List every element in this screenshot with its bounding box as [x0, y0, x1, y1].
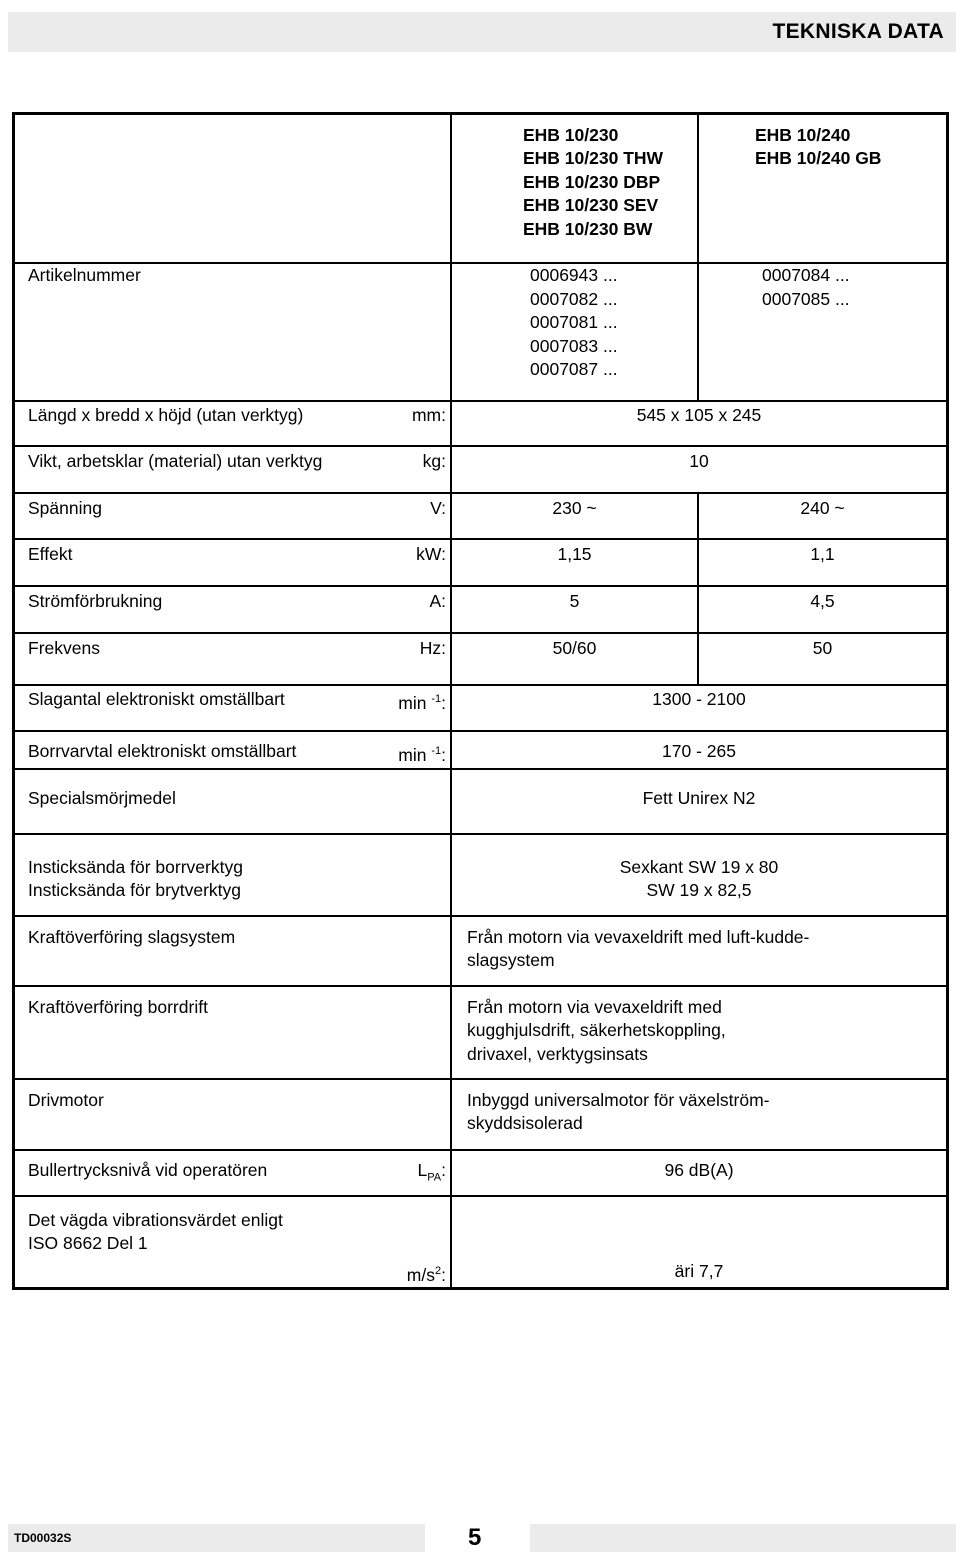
page-title: TEKNISKA DATA	[772, 20, 944, 43]
article-number: 0007082 ...	[530, 289, 618, 309]
row-label-vibration: ISO 8662 Del 1	[28, 1233, 148, 1253]
row-label-shank-drill: Insticksända för borrverktyg	[28, 857, 243, 877]
divider	[15, 833, 946, 835]
row-label-dimensions: Längd x bredd x höjd (utan verktyg)	[28, 405, 304, 425]
value-shank-break: SW 19 x 82,5	[646, 880, 752, 900]
value-transmission-drill: Från motorn via vevaxeldrift med	[467, 997, 722, 1017]
unit-a: A:	[429, 591, 446, 611]
divider	[15, 400, 946, 402]
divider	[15, 1078, 946, 1080]
divider	[15, 492, 946, 494]
article-number: 0006943 ...	[530, 265, 618, 285]
divider	[15, 730, 946, 732]
divider	[15, 915, 946, 917]
value-power-240: 1,1	[810, 544, 835, 564]
value-current-230: 5	[569, 591, 580, 611]
row-label-voltage: Spänning	[28, 498, 102, 518]
value-voltage-240: 240 ~	[800, 498, 845, 518]
value-noise: 96 dB(A)	[664, 1160, 734, 1180]
header-bar	[8, 12, 956, 52]
model-name: EHB 10/230 DBP	[523, 172, 661, 192]
model-name: EHB 10/230	[523, 125, 619, 145]
unit-lpa: $L_{PA}$:	[417, 1160, 446, 1184]
value-impact-rate: 1300 - 2100	[652, 689, 746, 709]
unit-hz: Hz:	[419, 638, 446, 658]
divider	[15, 538, 946, 540]
divider	[15, 1195, 946, 1197]
row-label-current: Strömförbrukning	[28, 591, 163, 611]
divider	[15, 985, 946, 987]
divider	[15, 585, 946, 587]
unit-kg: kg:	[422, 451, 446, 471]
value-vibration: äri 7,7	[674, 1261, 724, 1281]
divider	[15, 632, 946, 634]
row-label-shank-break: Insticksända för brytverktyg	[28, 880, 241, 900]
article-number: 0007084 ...	[762, 265, 850, 285]
divider	[697, 115, 699, 400]
value-frequency-240: 50	[812, 638, 833, 658]
value-current-240: 4,5	[810, 591, 835, 611]
value-dimensions: 545 x 105 x 245	[636, 405, 762, 425]
value-shank-drill: Sexkant SW 19 x 80	[619, 857, 779, 877]
unit-ms2: $m/s^2$:	[406, 1264, 446, 1285]
value-transmission-impact: Från motorn via vevaxeldrift med luft-kudde-	[467, 927, 810, 947]
value-transmission-drill: drivaxel, verktygsinsats	[467, 1044, 648, 1064]
row-label-power: Effekt	[28, 544, 73, 564]
value-weight: 10	[689, 451, 709, 471]
row-label-frequency: Frekvens	[28, 638, 100, 658]
footer-bar	[530, 1524, 956, 1552]
document-code: TD00032S	[14, 1531, 72, 1545]
model-name: EHB 10/230 BW	[523, 219, 653, 239]
row-label-drill-speed: Borrvarvtal elektroniskt omställbart	[28, 741, 297, 761]
row-label-vibration: Det vägda vibrationsvärdet enligt	[28, 1210, 283, 1230]
unit-per-minute: min $^{-1}$:	[398, 692, 446, 713]
row-label-transmission-impact: Kraftöverföring slagsystem	[28, 927, 236, 947]
divider	[15, 768, 946, 770]
value-power-230: 1,15	[557, 544, 592, 564]
article-number: 0007085 ...	[762, 289, 850, 309]
unit-kw: kW:	[416, 544, 446, 564]
model-name: EHB 10/230 SEV	[523, 195, 659, 215]
row-label-weight: Vikt, arbetsklar (material) utan verktyg	[28, 451, 323, 471]
divider	[15, 445, 946, 447]
row-label-motor: Drivmotor	[28, 1090, 104, 1110]
article-number: 0007083 ...	[530, 336, 618, 356]
model-name: EHB 10/230 THW	[523, 148, 664, 168]
article-number: 0007087 ...	[530, 359, 618, 379]
value-voltage-230: 230 ~	[552, 498, 597, 518]
value-transmission-drill: kugghjulsdrift, säkerhetskoppling,	[467, 1020, 726, 1040]
article-number: 0007081 ...	[530, 312, 618, 332]
page-number: 5	[468, 1524, 482, 1551]
model-name: EHB 10/240 GB	[755, 148, 882, 168]
value-frequency-230: 50/60	[552, 638, 597, 658]
unit-per-minute: min $^{-1}$:	[398, 744, 446, 765]
value-motor: Inbyggd universalmotor för växelström-	[467, 1090, 770, 1110]
value-drill-speed: 170 - 265	[662, 741, 736, 761]
row-label-impact-rate: Slagantal elektroniskt omställbart	[28, 689, 285, 709]
row-label-artikelnummer: Artikelnummer	[28, 265, 141, 285]
value-motor: skyddsisolerad	[467, 1113, 583, 1133]
value-transmission-impact: slagsystem	[467, 950, 555, 970]
row-label-transmission-drill: Kraftöverföring borrdrift	[28, 997, 208, 1017]
divider	[15, 1149, 946, 1151]
unit-mm: mm:	[411, 405, 446, 425]
row-label-noise: Bullertrycksnivå vid operatören	[28, 1160, 268, 1180]
value-lubricant: Fett Unirex N2	[642, 788, 756, 808]
row-label-lubricant: Specialsmörjmedel	[28, 788, 176, 808]
model-name: EHB 10/240	[755, 125, 851, 145]
unit-v: V:	[430, 498, 446, 518]
divider	[15, 684, 946, 686]
